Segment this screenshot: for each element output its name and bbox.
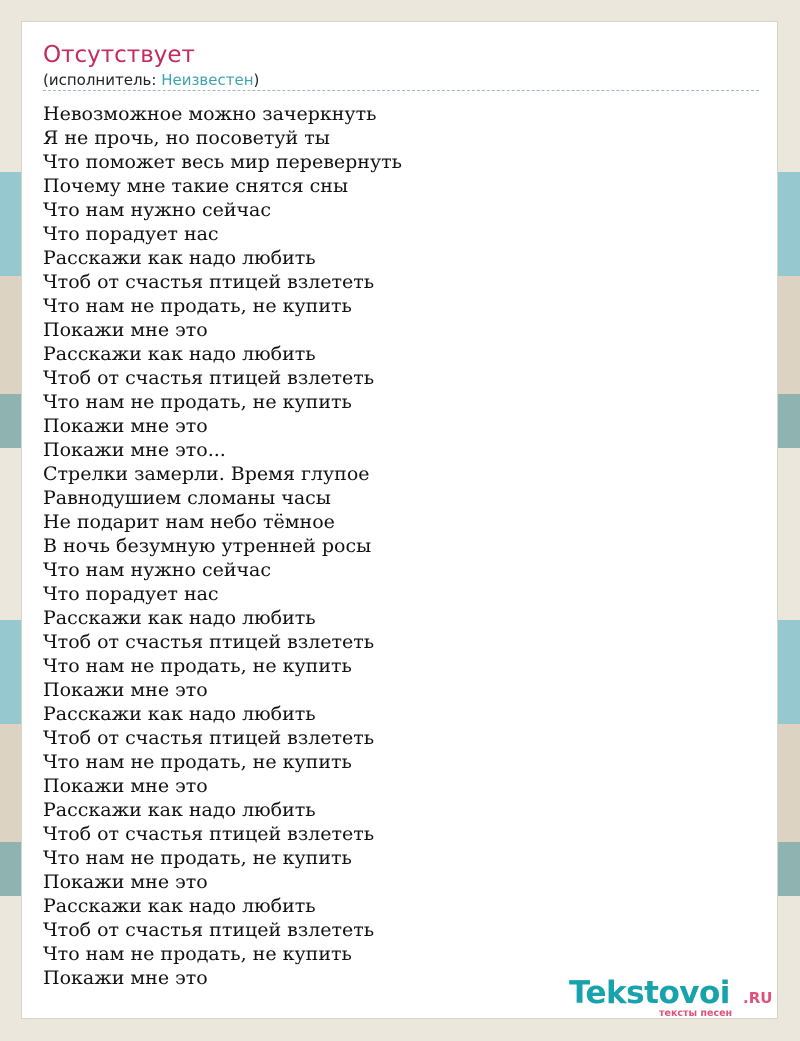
lyric-line: Что нам нужно сейчас [43,199,272,221]
lyric-line: Что нам не продать, не купить [43,295,352,317]
lyric-line: Расскажи как надо любить [43,247,316,269]
lyric-line: Покажи мне это... [43,439,226,461]
lyric-line: Расскажи как надо любить [43,343,316,365]
lyric-line: Что нам не продать, не купить [43,655,352,677]
lyric-line: Расскажи как надо любить [43,607,316,629]
artist-prefix: (исполнитель: [43,71,162,89]
lyric-line: Невозможное можно зачеркнуть [43,103,377,125]
lyric-line: Чтоб от счастья птицей взлететь [43,271,375,293]
logo-wordmark: Tekstovoi [569,975,730,1011]
lyric-line: Что нам нужно сейчас [43,559,272,581]
lyric-line: Что порадует нас [43,223,219,245]
title-divider [43,90,759,91]
lyrics-card [21,21,778,1019]
lyric-line: В ночь безумную утренней росы [43,535,372,557]
lyric-line: Почему мне такие снятся сны [43,175,349,197]
song-title: Отсутствует [43,42,195,68]
logo-domain: .RU [743,989,773,1007]
artist-link[interactable]: Неизвестен [161,71,254,89]
lyric-line: Что нам не продать, не купить [43,847,352,869]
lyric-line: Не подарит нам небо тёмное [43,511,335,533]
lyric-line: Чтоб от счастья птицей взлететь [43,823,375,845]
lyric-line: Что нам не продать, не купить [43,391,352,413]
lyric-line: Равнодушием сломаны часы [43,487,331,509]
lyric-line: Расскажи как надо любить [43,799,316,821]
lyric-line: Чтоб от счастья птицей взлететь [43,631,375,653]
lyric-line: Что нам не продать, не купить [43,943,352,965]
lyric-line: Я не прочь, но посоветуй ты [43,127,330,149]
lyric-line: Покажи мне это [43,871,208,893]
lyric-line: Стрелки замерли. Время глупое [43,463,370,485]
lyric-line: Что нам не продать, не купить [43,751,352,773]
lyric-line: Чтоб от счастья птицей взлететь [43,367,375,389]
logo-tagline: тексты песен [659,1008,733,1019]
site-logo[interactable] [569,975,779,1020]
lyric-line: Что поможет весь мир перевернуть [43,151,402,173]
artist-suffix: ) [253,71,260,89]
lyric-line: Покажи мне это [43,415,208,437]
lyric-line: Чтоб от счастья птицей взлететь [43,919,375,941]
lyric-line: Что порадует нас [43,583,219,605]
lyric-line: Покажи мне это [43,775,208,797]
lyrics-text [43,102,402,990]
artist-line [43,71,259,89]
lyric-line: Расскажи как надо любить [43,703,316,725]
lyric-line: Чтоб от счастья птицей взлететь [43,727,375,749]
lyric-line: Покажи мне это [43,967,208,989]
lyric-line: Покажи мне это [43,319,208,341]
lyric-line: Расскажи как надо любить [43,895,316,917]
lyric-line: Покажи мне это [43,679,208,701]
